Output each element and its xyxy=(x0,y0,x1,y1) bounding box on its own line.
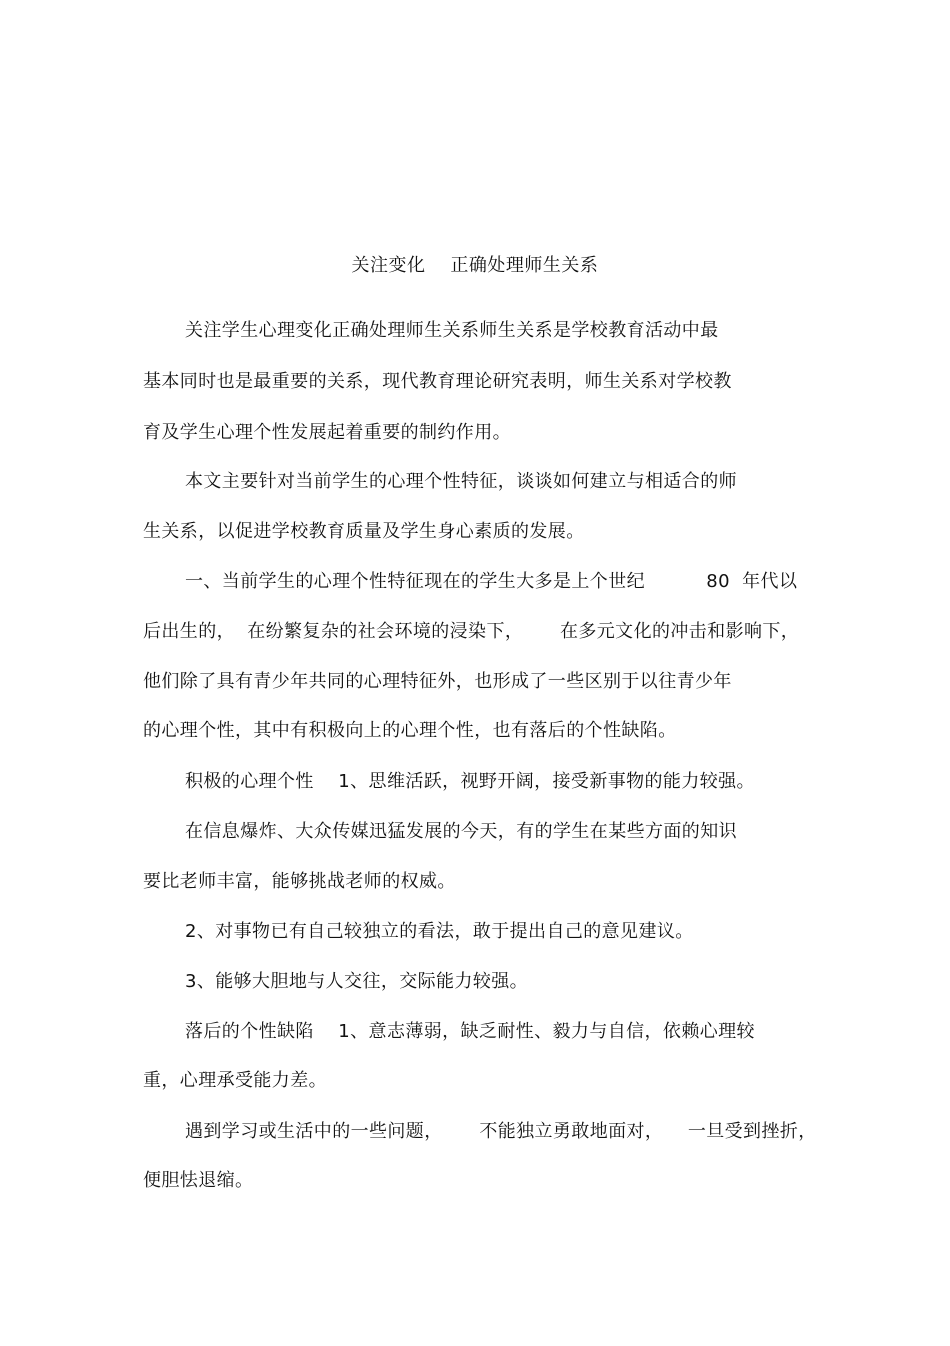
paragraph-line: 一、当前学生的心理个性特征现在的学生大多是上个世纪 80 年代以 xyxy=(185,571,798,592)
paragraph-line: 2、对事物已有自己较独立的看法，敢于提出自己的意见建议。 xyxy=(185,921,694,942)
paragraph-line: 他们除了具有青少年共同的心理特征外，也形成了一些区别于以往青少年 xyxy=(143,671,732,692)
paragraph-line: 关注学生心理变化正确处理师生关系师生关系是学校教育活动中最 xyxy=(185,320,719,341)
paragraph-line: 生关系，以促进学校教育质量及学生身心素质的发展。 xyxy=(143,521,585,542)
paragraph-line: 要比老师丰富，能够挑战老师的权威。 xyxy=(143,871,456,892)
paragraph-line: 3、能够大胆地与人交往，交际能力较强。 xyxy=(185,971,529,992)
paragraph-line: 的心理个性，其中有积极向上的心理个性，也有落后的个性缺陷。 xyxy=(143,720,677,741)
paragraph-line: 积极的心理个性 1、思维活跃，视野开阔，接受新事物的能力较强。 xyxy=(185,771,755,792)
paragraph-line: 遇到学习或生活中的一些问题， 不能独立勇敢地面对， 一旦受到挫折， xyxy=(185,1121,817,1142)
paragraph-line: 在信息爆炸、大众传媒迅猛发展的今天，有的学生在某些方面的知识 xyxy=(185,821,737,842)
paragraph-line: 便胆怯退缩。 xyxy=(143,1170,254,1191)
paragraph-line: 落后的个性缺陷 1、意志薄弱，缺乏耐性、毅力与自信，依赖心理较 xyxy=(185,1021,755,1042)
document-title: 关注变化 正确处理师生关系 xyxy=(351,255,599,276)
paragraph-line: 后出生的， 在纷繁复杂的社会环境的浸染下， 在多元文化的冲击和影响下， xyxy=(143,621,800,642)
paragraph-line: 育及学生心理个性发展起着重要的制约作用。 xyxy=(143,422,511,443)
paragraph-line: 重，心理承受能力差。 xyxy=(143,1070,327,1091)
paragraph-line: 基本同时也是最重要的关系，现代教育理论研究表明，师生关系对学校教 xyxy=(143,371,732,392)
paragraph-line: 本文主要针对当前学生的心理个性特征，谈谈如何建立与相适合的师 xyxy=(185,471,737,492)
